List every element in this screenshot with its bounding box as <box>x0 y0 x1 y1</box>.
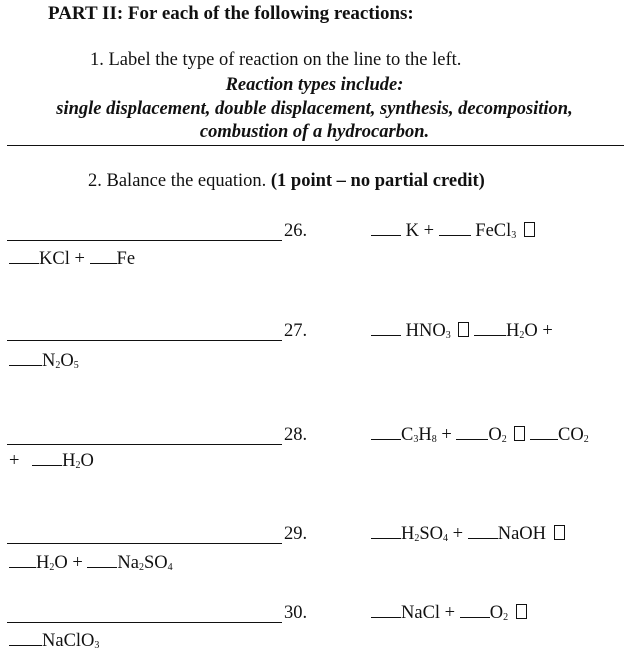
question-number: 29. <box>284 524 308 544</box>
subscript: 2 <box>55 360 61 371</box>
subscript: 3 <box>445 330 451 341</box>
coefficient-blank[interactable] <box>9 262 39 264</box>
formula: Fe <box>116 249 136 269</box>
answer-line-26[interactable] <box>7 240 282 241</box>
formula: H <box>401 524 415 544</box>
coefficient-blank[interactable] <box>9 566 36 568</box>
subscript: 4 <box>167 562 173 573</box>
coefficient-blank[interactable] <box>474 334 506 336</box>
coefficient-blank[interactable] <box>468 537 498 539</box>
reaction-arrow-icon <box>514 426 525 441</box>
reaction-types-heading: Reaction types include: <box>225 75 404 95</box>
coefficient-blank[interactable] <box>371 616 401 618</box>
subscript: 2 <box>414 533 420 544</box>
formula: O <box>488 425 502 445</box>
instruction-balance-credit: (1 point – no partial credit) <box>270 171 485 191</box>
equation-26-line1 <box>371 221 535 242</box>
reaction-types-list: single displacement, double displacement, synthesis, decomposition, <box>56 99 573 119</box>
formula: H <box>36 553 50 573</box>
subscript: 2 <box>583 434 589 445</box>
coefficient-blank[interactable] <box>371 438 401 440</box>
formula: KCl + <box>39 249 85 269</box>
equation-27-line1 <box>371 321 553 342</box>
formula: SO <box>419 524 444 544</box>
coefficient-blank[interactable] <box>371 537 401 539</box>
equation-29-line1 <box>371 524 565 545</box>
formula: O + <box>54 553 83 573</box>
coefficient-blank[interactable] <box>87 566 117 568</box>
subscript: 2 <box>503 612 509 623</box>
question-number: 26. <box>284 221 308 241</box>
formula: HNO <box>405 321 446 341</box>
coefficient-blank[interactable] <box>90 262 117 264</box>
formula: K + <box>405 221 435 241</box>
coefficient-blank[interactable] <box>530 438 558 440</box>
instruction-balance <box>88 171 485 192</box>
reaction-arrow-icon <box>524 222 535 237</box>
formula: CO <box>558 425 584 445</box>
formula: H <box>62 451 76 471</box>
formula: Na <box>117 553 139 573</box>
equation-30-line1 <box>371 603 527 624</box>
subscript: 3 <box>413 434 419 445</box>
formula: H <box>418 425 432 445</box>
formula: H <box>505 321 520 341</box>
reaction-types-list-end: combustion of a hydrocarbon. <box>199 122 430 142</box>
coefficient-blank[interactable] <box>460 616 490 618</box>
formula: SO <box>144 553 168 573</box>
question-number: 28. <box>284 425 308 445</box>
equation-28-line1 <box>371 425 589 446</box>
subscript: 2 <box>501 434 507 445</box>
section-divider <box>7 145 624 146</box>
formula: NaCl + <box>401 603 456 623</box>
equation-30-line2 <box>9 631 99 652</box>
coefficient-blank[interactable] <box>9 644 42 646</box>
coefficient-blank[interactable] <box>371 234 401 236</box>
subscript: 2 <box>519 330 525 341</box>
formula: N <box>42 351 56 371</box>
formula: NaOH <box>497 524 547 544</box>
coefficient-blank[interactable] <box>9 364 42 366</box>
formula: O <box>489 603 504 623</box>
formula: NaClO <box>42 631 95 651</box>
equation-29-line2 <box>9 553 173 574</box>
subscript: 2 <box>49 562 55 573</box>
coefficient-blank[interactable] <box>456 438 488 440</box>
answer-line-28[interactable] <box>7 444 282 445</box>
reaction-arrow-icon <box>554 525 565 540</box>
formula: + <box>448 524 464 544</box>
instruction-label-type: 1. Label the type of reaction on the line to the left. <box>90 50 462 70</box>
coefficient-blank[interactable] <box>371 334 401 336</box>
formula: C <box>401 425 414 445</box>
question-number: 27. <box>284 321 308 341</box>
reaction-arrow-icon <box>458 322 469 337</box>
instruction-balance-text: 2. Balance the equation. <box>88 171 267 191</box>
answer-line-27[interactable] <box>7 340 282 341</box>
subscript: 2 <box>139 562 144 573</box>
coefficient-blank[interactable] <box>439 234 471 236</box>
equation-27-line2 <box>9 351 79 372</box>
coefficient-blank[interactable] <box>32 464 62 466</box>
subscript: 3 <box>94 640 100 651</box>
equation-26-line2 <box>9 249 135 270</box>
formula: + <box>436 425 452 445</box>
answer-line-30[interactable] <box>7 622 282 623</box>
part-title: PART II: For each of the following reactions: <box>48 3 414 24</box>
subscript: 8 <box>431 434 437 445</box>
formula: O + <box>524 321 553 341</box>
answer-line-29[interactable] <box>7 543 282 544</box>
equation-28-line2 <box>9 451 94 472</box>
subscript: 2 <box>75 460 81 471</box>
subscript: 5 <box>73 360 79 371</box>
formula: + <box>9 451 20 471</box>
subscript: 3 <box>511 230 517 241</box>
formula: O <box>80 451 94 471</box>
formula: O <box>60 351 74 371</box>
question-number: 30. <box>284 603 308 623</box>
subscript: 4 <box>443 533 449 544</box>
formula: FeCl <box>475 221 512 241</box>
reaction-arrow-icon <box>516 604 527 619</box>
